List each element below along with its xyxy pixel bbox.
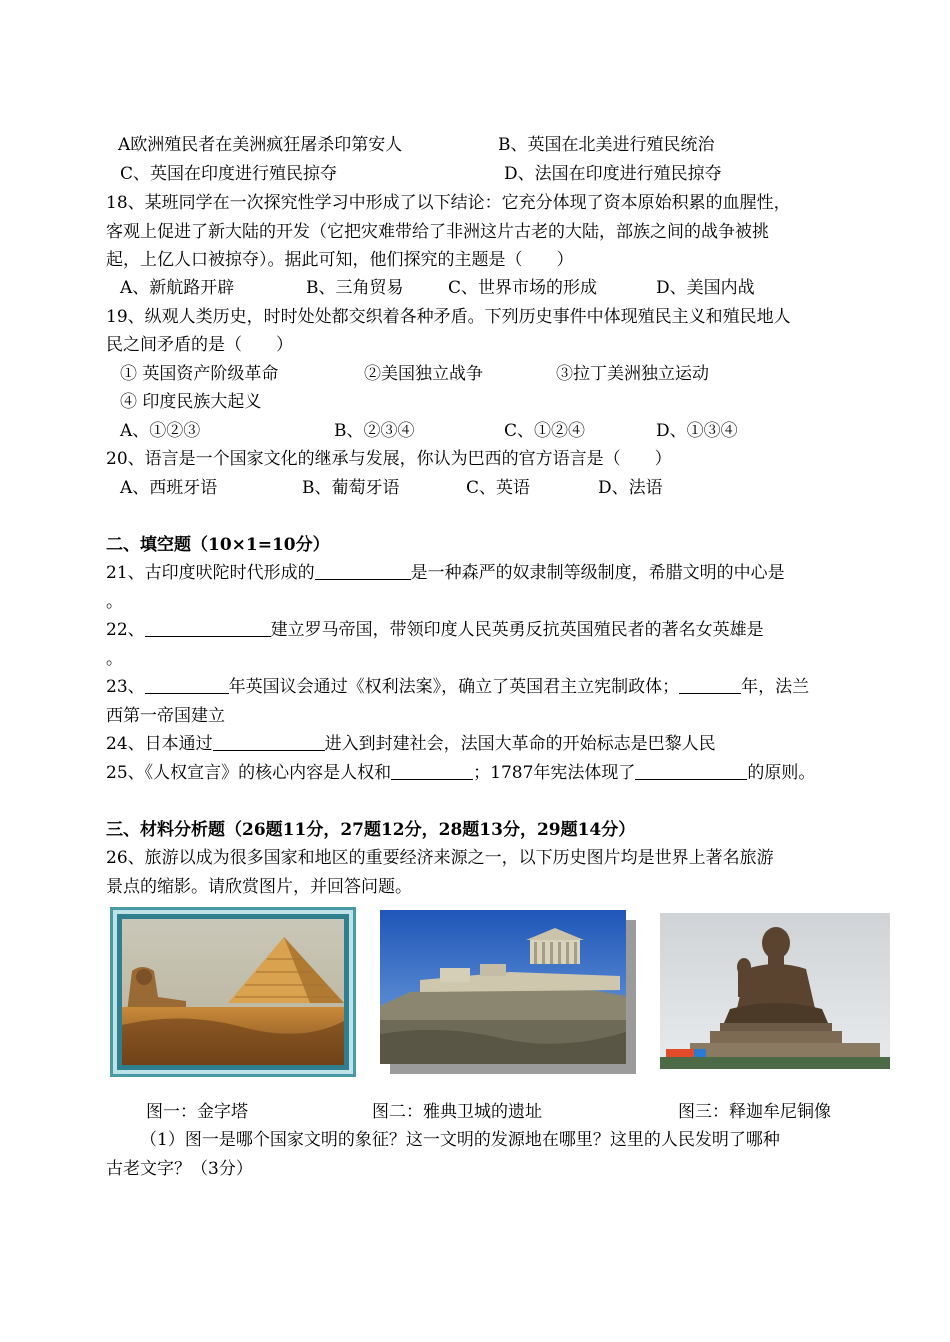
figure-buddha: [660, 913, 890, 1069]
q18-option-a: A、新航路开辟: [120, 278, 235, 298]
q21-line: [106, 559, 850, 587]
q21-end: 。: [106, 592, 123, 612]
q24-text-b: 进入到封建社会，法国大革命的开始标志是巴黎人民: [324, 734, 716, 754]
q20-option-d: D、法语: [598, 478, 663, 498]
q25-text-a: 25、《人权宣言》的核心内容是人权和: [106, 763, 392, 783]
q23-line2: 西第一帝国建立: [106, 706, 225, 726]
acropolis-image: [380, 910, 636, 1074]
q17-option-d: D、法国在印度进行殖民掠夺: [504, 164, 722, 184]
q19-item-2: ②美国独立战争: [364, 364, 483, 384]
q17-option-c: C、英国在印度进行殖民掠夺: [120, 164, 338, 184]
q21-text-b: 是一种森严的奴隶制等级制度，希腊文明的中心是: [410, 563, 785, 583]
q18-stem-line2: 客观上促进了新大陆的开发（它把灾难带给了非洲这片古老的大陆，部族之间的战争被挑: [106, 222, 769, 242]
q24-text-a: 24、日本通过: [106, 734, 213, 754]
q18-option-d: D、美国内战: [656, 278, 755, 298]
q26-stem-line1: 26、旅游以成为很多国家和地区的重要经济来源之一，以下历史图片均是世界上著名旅游: [106, 848, 774, 868]
figure2-caption: 图二：雅典卫城的遗址: [372, 1102, 542, 1122]
figure-pyramid: [110, 907, 356, 1077]
q19-item-1: ① 英国资产阶级革命: [120, 364, 279, 384]
q20-option-b: B、葡萄牙语: [302, 478, 400, 498]
q17-option-a: A欧洲殖民者在美洲疯狂屠杀印第安人: [118, 135, 403, 155]
q19-option-c: C、①②④: [504, 421, 586, 441]
q24-line: [106, 730, 850, 758]
figure-acropolis: [380, 910, 636, 1074]
q19-item-4: ④ 印度民族大起义: [120, 392, 262, 412]
q25-blank-1[interactable]: [391, 761, 473, 780]
q20-option-a: A、西班牙语: [120, 478, 218, 498]
q25-text-b: ；1787年宪法体现了: [473, 763, 636, 783]
q25-line: [106, 759, 850, 787]
q22-blank-1[interactable]: [145, 618, 271, 637]
q18-option-c: C、世界市场的形成: [448, 278, 598, 298]
q23-blank-1[interactable]: [145, 675, 229, 694]
q23-text-b: 年英国议会通过《权利法案》，确立了英国君主立宪制政体；: [228, 677, 680, 697]
q21-text-a: 21、古印度吠陀时代形成的: [106, 563, 315, 583]
q21-blank-1[interactable]: [315, 561, 411, 580]
q17-option-b: B、英国在北美进行殖民统治: [498, 135, 715, 155]
q19-option-d: D、①③④: [656, 421, 738, 441]
q26-stem-line2: 景点的缩影。请欣赏图片，并回答问题。: [106, 877, 412, 897]
q22-text-b: 建立罗马帝国，带领印度人民英勇反抗英国殖民者的著名女英雄是: [270, 620, 764, 640]
q26-sub1-line2: 古老文字？（3分）: [106, 1159, 253, 1179]
q26-sub1-line1: （1）图一是哪个国家文明的象征？这一文明的发源地在哪里？这里的人民发明了哪种: [140, 1130, 780, 1150]
q19-item-3: ③拉丁美洲独立运动: [556, 364, 709, 384]
pyramid-image: [110, 907, 356, 1077]
q19-stem-line1: 19、纵观人类历史，时时处处都交织着各种矛盾。下列历史事件中体现殖民主义和殖民地人: [106, 307, 791, 327]
q20-stem: 20、语言是一个国家文化的继承与发展，你认为巴西的官方语言是（ ）: [106, 449, 672, 469]
q22-end: 。: [106, 649, 123, 669]
q25-blank-2[interactable]: [635, 761, 747, 780]
q19-stem-line2: 民之间矛盾的是（ ）: [106, 335, 293, 355]
q18-stem-line1: 18、某班同学在一次探究性学习中形成了以下结论：它充分体现了资本原始积累的血腥性，: [106, 193, 791, 213]
q21-line2: [106, 588, 850, 616]
q23-line: [106, 673, 850, 701]
section2-heading: 二、填空题（10×1=10分）: [106, 535, 330, 555]
figure1-caption: 图一：金字塔: [146, 1102, 248, 1122]
q23-blank-2[interactable]: [679, 675, 741, 694]
q24-blank-1[interactable]: [213, 732, 325, 751]
q19-option-b: B、②③④: [334, 421, 415, 441]
q19-option-a: A、①②③: [120, 421, 201, 441]
q22-line: [106, 616, 850, 644]
q18-option-b: B、三角贸易: [306, 278, 404, 298]
figure3-caption: 图三：释迦牟尼铜像: [678, 1102, 831, 1122]
q22-text-a: 22、: [106, 620, 145, 640]
q23-text-c: 年，法兰: [741, 677, 810, 697]
q20-option-c: C、英语: [466, 478, 531, 498]
q23-text-a: 23、: [106, 677, 145, 697]
buddha-image: [660, 913, 890, 1069]
section3-heading: 三、材料分析题（26题11分，27题12分，28题13分，29题14分）: [106, 820, 636, 840]
q18-stem-line3: 起，上亿人口被掠夺）。据此可知，他们探究的主题是（ ）: [106, 250, 574, 270]
q25-text-c: 的原则。: [747, 763, 816, 783]
q22-line2: [106, 645, 850, 673]
